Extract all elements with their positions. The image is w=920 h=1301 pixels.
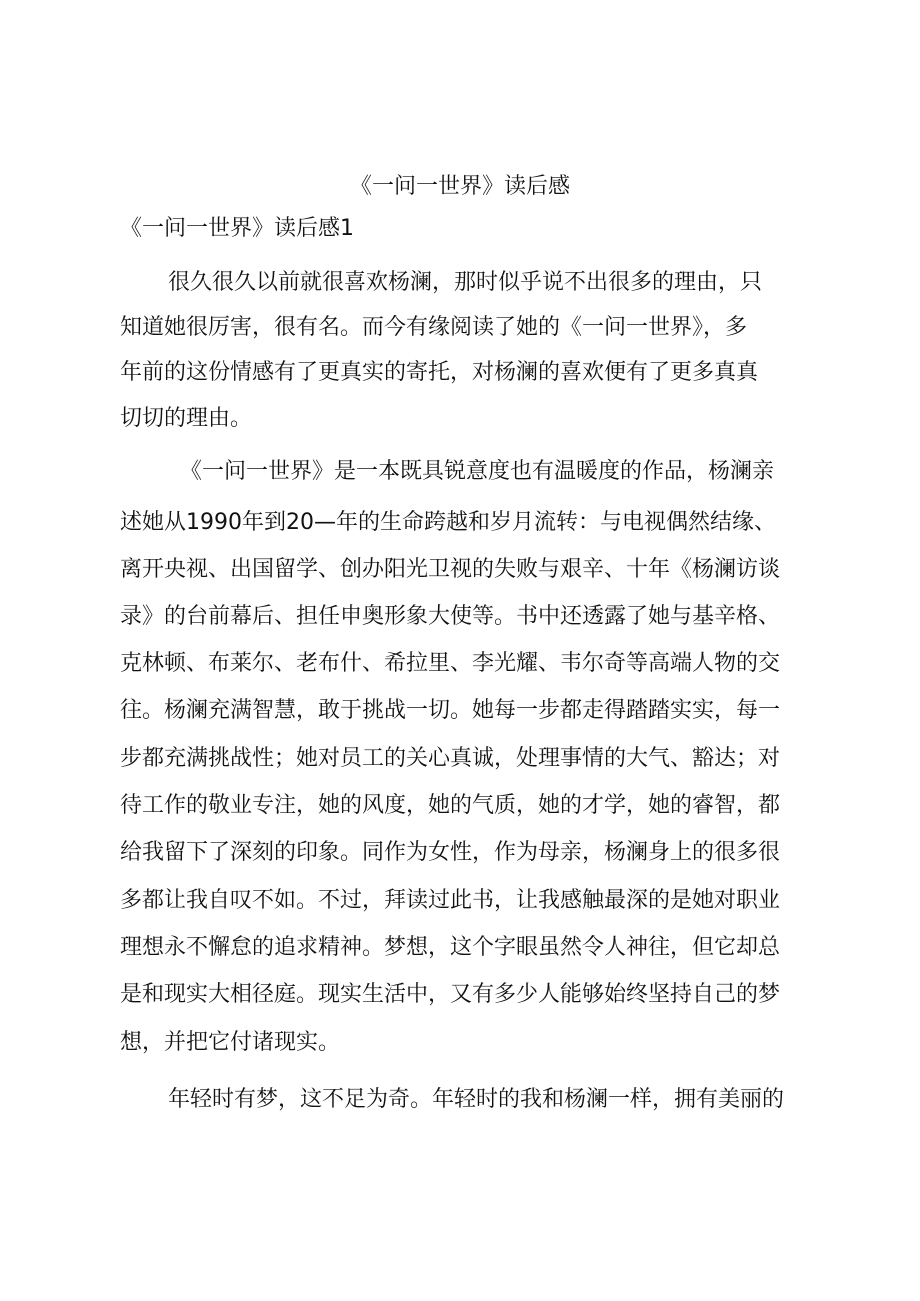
paragraph-1-line: 切切的理由。	[120, 406, 253, 431]
paragraph-2-line: 理想永不懈怠的追求精神。梦想，这个字眼虽然令人神往，但它却总	[120, 935, 781, 960]
paragraph-2-line: 离开央视、出国留学、创办阳光卫视的失败与艰辛、十年《杨澜访谈	[120, 557, 781, 582]
paragraph-2-line: 往。杨澜充满智慧，敢于挑战一切。她每一步都走得踏踏实实，每一	[120, 698, 781, 723]
paragraph-2-line: 述她从1990年到20—年的生命跨越和岁月流转：与电视偶然结缘、	[120, 510, 776, 535]
document-subtitle: 《一问一世界》读后感1	[120, 216, 354, 241]
document-title: 《一问一世界》读后感	[349, 174, 570, 199]
paragraph-2-line: 想，并把它付诸现实。	[120, 1030, 341, 1055]
paragraph-2-line: 录》的台前幕后、担任申奥形象大使等。书中还透露了她与基辛格、	[120, 604, 781, 629]
paragraph-2-line: 步都充满挑战性；她对员工的关心真诚，处理事情的大气、豁达；对	[120, 746, 781, 771]
paragraph-2-line: 待工作的敬业专注，她的风度，她的气质，她的才学，她的睿智，都	[120, 793, 781, 818]
paragraph-2-line: 《一问一世界》是一本既具锐意度也有温暖度的作品，杨澜亲	[180, 459, 775, 484]
paragraph-2-line: 克林顿、布莱尔、老布什、希拉里、李光耀、韦尔奇等高端人物的交	[120, 651, 781, 676]
paragraph-1-line: 知道她很厉害，很有名。而今有缘阅读了她的《一问一世界》，多	[120, 315, 748, 340]
paragraph-2-line: 给我留下了深刻的印象。同作为女性，作为母亲，杨澜身上的很多很	[120, 840, 781, 865]
paragraph-1-line: 年前的这份情感有了更真实的寄托，对杨澜的喜欢便有了更多真真	[120, 360, 759, 385]
paragraph-1-line: 很久很久以前就很喜欢杨澜，那时似乎说不出很多的理由，只	[168, 270, 763, 295]
paragraph-3-line: 年轻时有梦，这不足为奇。年轻时的我和杨澜一样，拥有美丽的	[168, 1087, 785, 1112]
paragraph-2-line: 多都让我自叹不如。不过，拜读过此书，让我感触最深的是她对职业	[120, 888, 781, 913]
paragraph-2-line: 是和现实大相径庭。现实生活中，又有多少人能够始终坚持自己的梦	[120, 982, 781, 1007]
